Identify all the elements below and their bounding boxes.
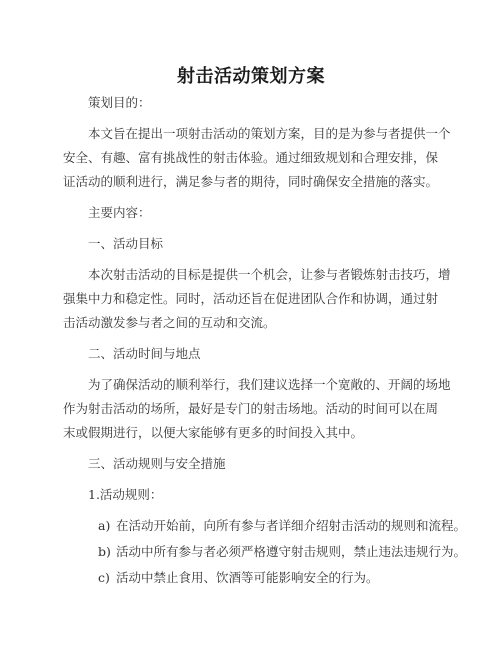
rule-text: 在活动开始前，向所有参与者详细介绍射击活动的规则和流程。 [116,518,467,533]
section-line: 末或假期进行，以便大家能够有更多的时间投入其中。 [63,425,364,440]
rule-marker: a) [98,518,111,533]
rule-marker: c) [98,570,110,585]
purpose-line: 安全、有趣、富有挑战性的射击体验。通过细致规划和合理安排，保 [63,150,439,165]
section-heading: 三、活动规则与安全措施 [88,456,226,471]
section-heading: 二、活动时间与地点 [88,346,201,361]
rule-item [98,545,466,559]
purpose-line: 本文旨在提出一项射击活动的策划方案，目的是为参与者提供一个 [88,126,451,141]
document-title: 射击活动策划方案 [177,66,325,87]
section-heading: 一、活动目标 [88,236,164,251]
section-line: 为了确保活动的顺利举行，我们建议选择一个宽敞的、开阔的场地 [88,377,451,392]
rules-heading: 1.活动规则： [88,487,163,502]
purpose-heading: 策划目的： [88,95,151,110]
section-line: 本次射击活动的目标是提供一个机会，让参与者锻炼射击技巧，增 [88,267,451,282]
rule-marker: b) [98,544,111,559]
section-line: 作为射击活动的场所，最好是专门的射击场地。活动的时间可以在周 [63,401,439,416]
rule-item [98,571,379,585]
rule-text: 活动中禁止食用、饮酒等可能影响安全的行为。 [116,570,379,585]
rule-item [98,519,466,533]
purpose-line: 证活动的顺利进行，满足参与者的期待，同时确保安全措施的落实。 [63,174,439,189]
section-line: 强集中力和稳定性。同时，活动还旨在促进团队合作和协调，通过射 [63,291,439,306]
rule-text: 活动中所有参与者必须严格遵守射击规则，禁止违法违规行为。 [116,544,467,559]
main-heading: 主要内容： [88,205,151,220]
section-line: 击活动激发参与者之间的互动和交流。 [63,315,276,330]
